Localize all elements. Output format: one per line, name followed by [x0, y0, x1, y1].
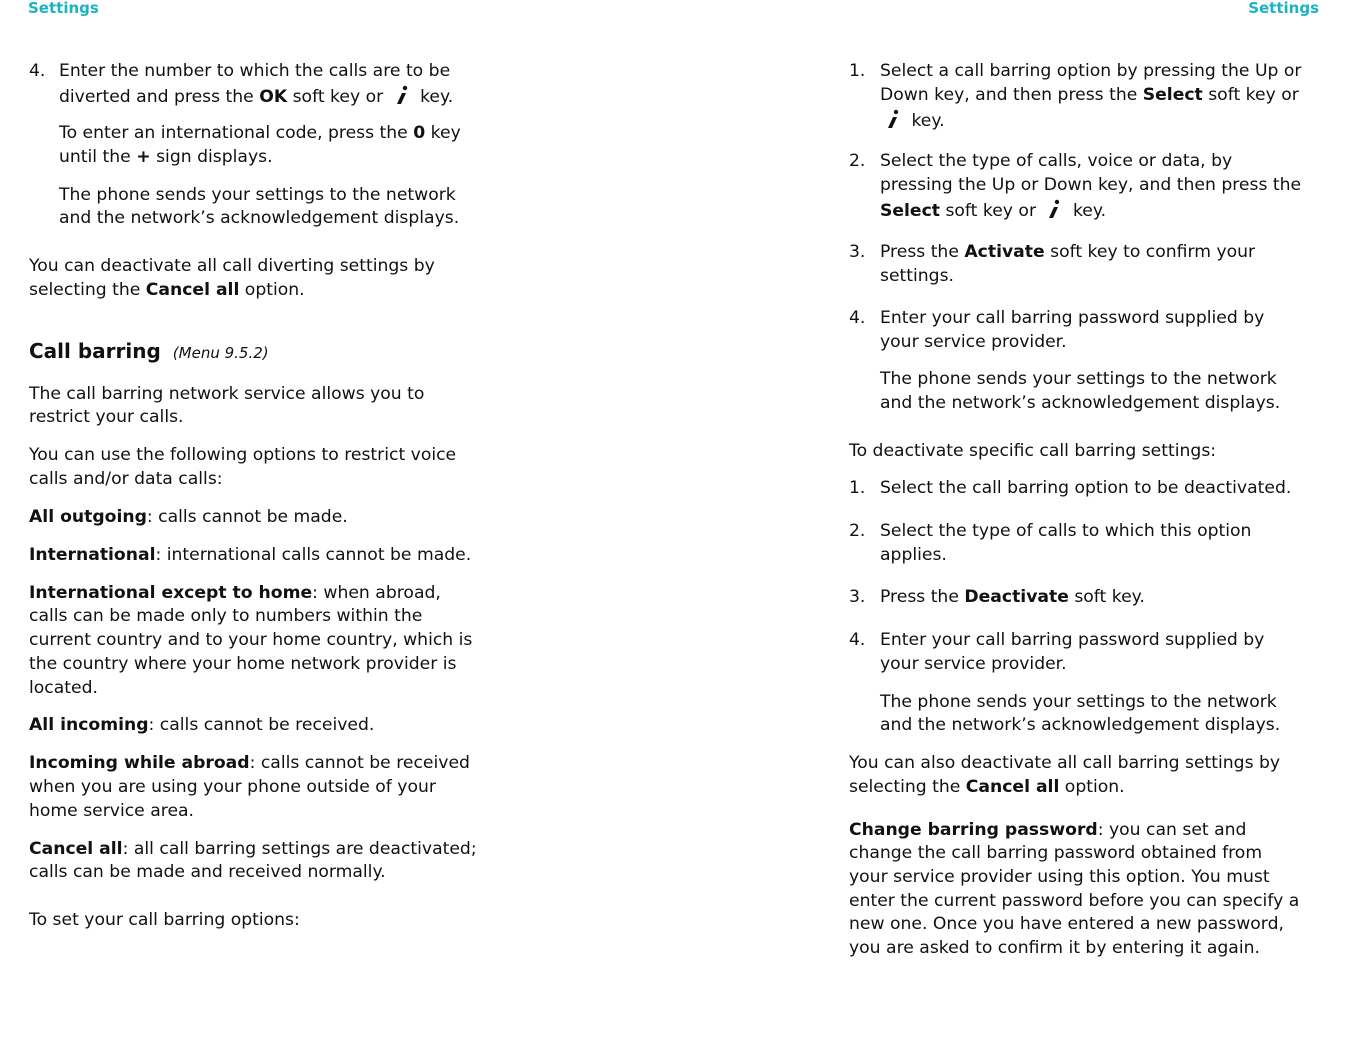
step-number: 2.	[849, 521, 866, 541]
header-right: Settings	[1248, 0, 1319, 17]
intro2-line2: calls and/or data calls:	[29, 469, 223, 489]
i-key-icon	[391, 84, 413, 106]
to-set-options: To set your call barring options:	[29, 910, 300, 930]
deact-step2-line1: Select the type of calls to which this option	[880, 521, 1252, 541]
deact-step1-line1: Select the call barring option to be deactivated.	[880, 478, 1292, 498]
deactivate-intro: To deactivate specific call barring settings:	[849, 441, 1217, 461]
option-incoming-abroad: Incoming while abroad: calls cannot be received	[29, 753, 470, 773]
page-number-left: 156	[13, 1013, 40, 1029]
step-number: 4.	[29, 61, 46, 81]
deact-step3-line1: Press the Deactivate soft key.	[880, 587, 1145, 607]
set-step2-line3: Select soft key or key.	[880, 198, 1106, 224]
set-step2-line1: Select the type of calls, voice or data, by	[880, 151, 1233, 171]
set-step4-note-line2: and the network’s acknowledgement displays.	[880, 393, 1281, 413]
deactivate-all-line1: You can deactivate all call diverting settings by	[29, 256, 435, 276]
step-number: 4.	[849, 308, 866, 328]
option-incoming-abroad-line3: home service area.	[29, 801, 195, 821]
change-password-line2: change the call barring password obtained from	[849, 843, 1263, 863]
step4-line2: diverted and press the OK soft key or key.	[59, 84, 453, 110]
set-step1-line3: key.	[880, 108, 945, 134]
cancel-all-line2: selecting the Cancel all option.	[849, 777, 1125, 797]
option-intl-except-home-line3: current country and to your home country, which is	[29, 630, 473, 650]
menu-reference: (Menu 9.5.2)	[172, 344, 269, 362]
deact-step2-line2: applies.	[880, 545, 947, 565]
deact-step4-note-line2: and the network’s acknowledgement displays.	[880, 715, 1281, 735]
option-cancel-all-line2: calls can be made and received normally.	[29, 862, 386, 882]
step-number: 1.	[849, 61, 866, 81]
option-all-incoming: All incoming: calls cannot be received.	[29, 715, 375, 735]
i-key-icon	[1043, 198, 1065, 220]
section-title: Call barring	[29, 339, 161, 363]
section-heading	[29, 340, 269, 366]
change-password-line4: enter the current password before you can specify a	[849, 891, 1300, 911]
intro1-line2: restrict your calls.	[29, 407, 184, 427]
set-step2-line2: pressing the Up or Down key, and then press the	[880, 175, 1302, 195]
step-number: 4.	[849, 630, 866, 650]
option-cancel-all: Cancel all: all call barring settings are deactivated;	[29, 839, 477, 859]
option-intl-except-home-line5: located.	[29, 678, 98, 698]
step-number: 3.	[849, 242, 866, 262]
intro1-line1: The call barring network service allows you to	[29, 384, 425, 404]
step4-note1-line1: To enter an international code, press the 0 key	[59, 123, 461, 143]
step-number: 3.	[849, 587, 866, 607]
set-step3-line2: settings.	[880, 266, 955, 286]
ok-key-label: OK	[259, 87, 288, 107]
step4-line1: Enter the number to which the calls are to be	[59, 61, 451, 81]
set-step4-note-line1: The phone sends your settings to the network	[880, 369, 1277, 389]
set-step4-line2: your service provider.	[880, 332, 1067, 352]
deact-step4-line2: your service provider.	[880, 654, 1067, 674]
option-all-outgoing: All outgoing: calls cannot be made.	[29, 507, 348, 527]
deactivate-all-line2: selecting the Cancel all option.	[29, 280, 305, 300]
change-password-line5: new one. Once you have entered a new password,	[849, 914, 1284, 934]
change-password-line1: Change barring password: you can set and	[849, 820, 1247, 840]
change-password-line3: your service provider using this option. You must	[849, 867, 1270, 887]
set-step4-line1: Enter your call barring password supplied by	[880, 308, 1265, 328]
set-step1-line1: Select a call barring option by pressing the Up or	[880, 61, 1302, 81]
option-intl-except-home: International except to home: when abroad,	[29, 583, 441, 603]
set-step1-line2: Down key, and then press the Select soft key or	[880, 85, 1299, 105]
step4-note1-line2: until the + sign displays.	[59, 147, 273, 167]
option-intl-except-home-line4: the country where your home network provider is	[29, 654, 457, 674]
header-left: Settings	[28, 0, 99, 17]
i-key-icon	[882, 108, 904, 130]
deact-step4-note-line1: The phone sends your settings to the network	[880, 692, 1277, 712]
page-number-right: 157	[1306, 1013, 1333, 1029]
deact-step4-line1: Enter your call barring password supplied by	[880, 630, 1265, 650]
step4-note2-line1: The phone sends your settings to the network	[59, 185, 456, 205]
step-number: 1.	[849, 478, 866, 498]
change-password-line6: you are asked to confirm it by entering it again.	[849, 938, 1260, 958]
step4-note2-line2: and the network’s acknowledgement displays.	[59, 208, 460, 228]
set-step3-line1: Press the Activate soft key to confirm your	[880, 242, 1256, 262]
option-intl-except-home-line2: calls can be made only to numbers within the	[29, 606, 423, 626]
option-international: International: international calls cannot be made.	[29, 545, 472, 565]
cancel-all-line1: You can also deactivate all call barring settings by	[849, 753, 1281, 773]
step-number: 2.	[849, 151, 866, 171]
intro2-line1: You can use the following options to restrict voice	[29, 445, 457, 465]
option-incoming-abroad-line2: when you are using your phone outside of your	[29, 777, 436, 797]
